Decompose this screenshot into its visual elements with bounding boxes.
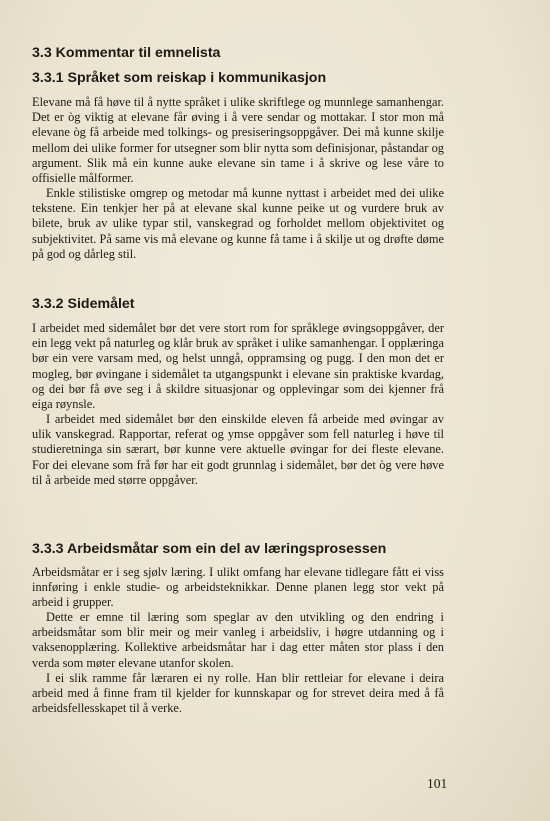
paragraph-3-3-3-c: I ei slik ramme får læraren ei ny rolle. Han blir rettleiar for elevane i deira arbeid med å finne fram til kjelder for kunnskapar og for strevet deira med å få arbeidsfellesskapet til å verke. bbox=[32, 671, 444, 716]
page-number: 101 bbox=[427, 776, 448, 791]
paragraph-3-3-3-a: Arbeidsmåtar er i seg sjølv læring. I ulikt omfang har elevane tidlegare fått ei viss innføring i enkle studie- og arbeidsteknikkar. Denne planen legg stor vekt på arbeid i grupper. bbox=[32, 565, 444, 610]
section-heading-3-3: 3.3 Kommentar til emnelista bbox=[32, 45, 221, 61]
paragraph-3-3-2-b: I arbeidet med sidemålet bør den einskilde eleven få arbeide med øvingar av ulik vanskegrad. Rapportar, referat og ymse oppgåver som fell naturleg i høve til studieretninga sin særart, bør kunne vere aktuelle øvingar for dei fleste elevane. For dei elevane som frå før har eit godt grunnlag i sidemålet, bør det òg vere høve til å arbeide med større oppgåver. bbox=[32, 412, 444, 487]
paragraph-3-3-1-a: Elevane må få høve til å nytte språket i ulike skriftlege og munnlege samanhengar. Det er òg viktig at elevane får øving i å vere sendar og mottakar. I stor mon må elevane òg få arbeide med tolkings- og presiseringsoppgåver. Dei må kunne skilje mellom dei ulike former for utsegner som blir nytta som definisjonar, påstandar og argument. Slik må ein kunne auke elevane sin tame i å skrive og lese våre to offisielle målformer. bbox=[32, 95, 444, 186]
paragraph-3-3-2-a: I arbeidet med sidemålet bør det vere stort rom for språklege øvingsoppgåver, der ein legg vekt på naturleg og klår bruk av språket i ulike samanhengar. I opplæringa bør ein vere varsam med, og helst unngå, oppramsing og pugg. I den mon det er mogleg, bør øvingane i sidemålet ta utgangspunkt i elevane sin praktiske kvardag, og dei bør få øve seg i å skildre situasjonar og opplevingar som dei kjenner frå eiga røynsle. bbox=[32, 321, 444, 412]
paragraph-3-3-1-b: Enkle stilistiske omgrep og metodar må kunne nyttast i arbeidet med dei ulike tekstene. Ein tenkjer her på at elevane skal kunne peike ut og vurdere bruk av bilete, bruk av ulike typar stil, vanskegrad og forholdet mellom objektivitet og subjektivitet. På same vis må elevane og kunne få tame i å skilje ut og drøfte døme på god og dårleg stil. bbox=[32, 186, 444, 261]
section-heading-3-3-2: 3.3.2 Sidemålet bbox=[32, 296, 135, 312]
paragraph-3-3-3-b: Dette er emne til læring som speglar av den utvikling og den endring i arbeidsmåtar som blir meir og meir vanleg i arbeidsliv, i høgre utdanning og i vaksenopplæring. Kollektive arbeidsmåtar har i dag etter måten stor plass i den verda som møter elevane utanfor skolen. bbox=[32, 610, 444, 670]
section-heading-3-3-3: 3.3.3 Arbeidsmåtar som ein del av læringsprosessen bbox=[32, 541, 387, 557]
section-heading-3-3-1: 3.3.1 Språket som reiskap i kommunikasjon bbox=[32, 70, 327, 86]
